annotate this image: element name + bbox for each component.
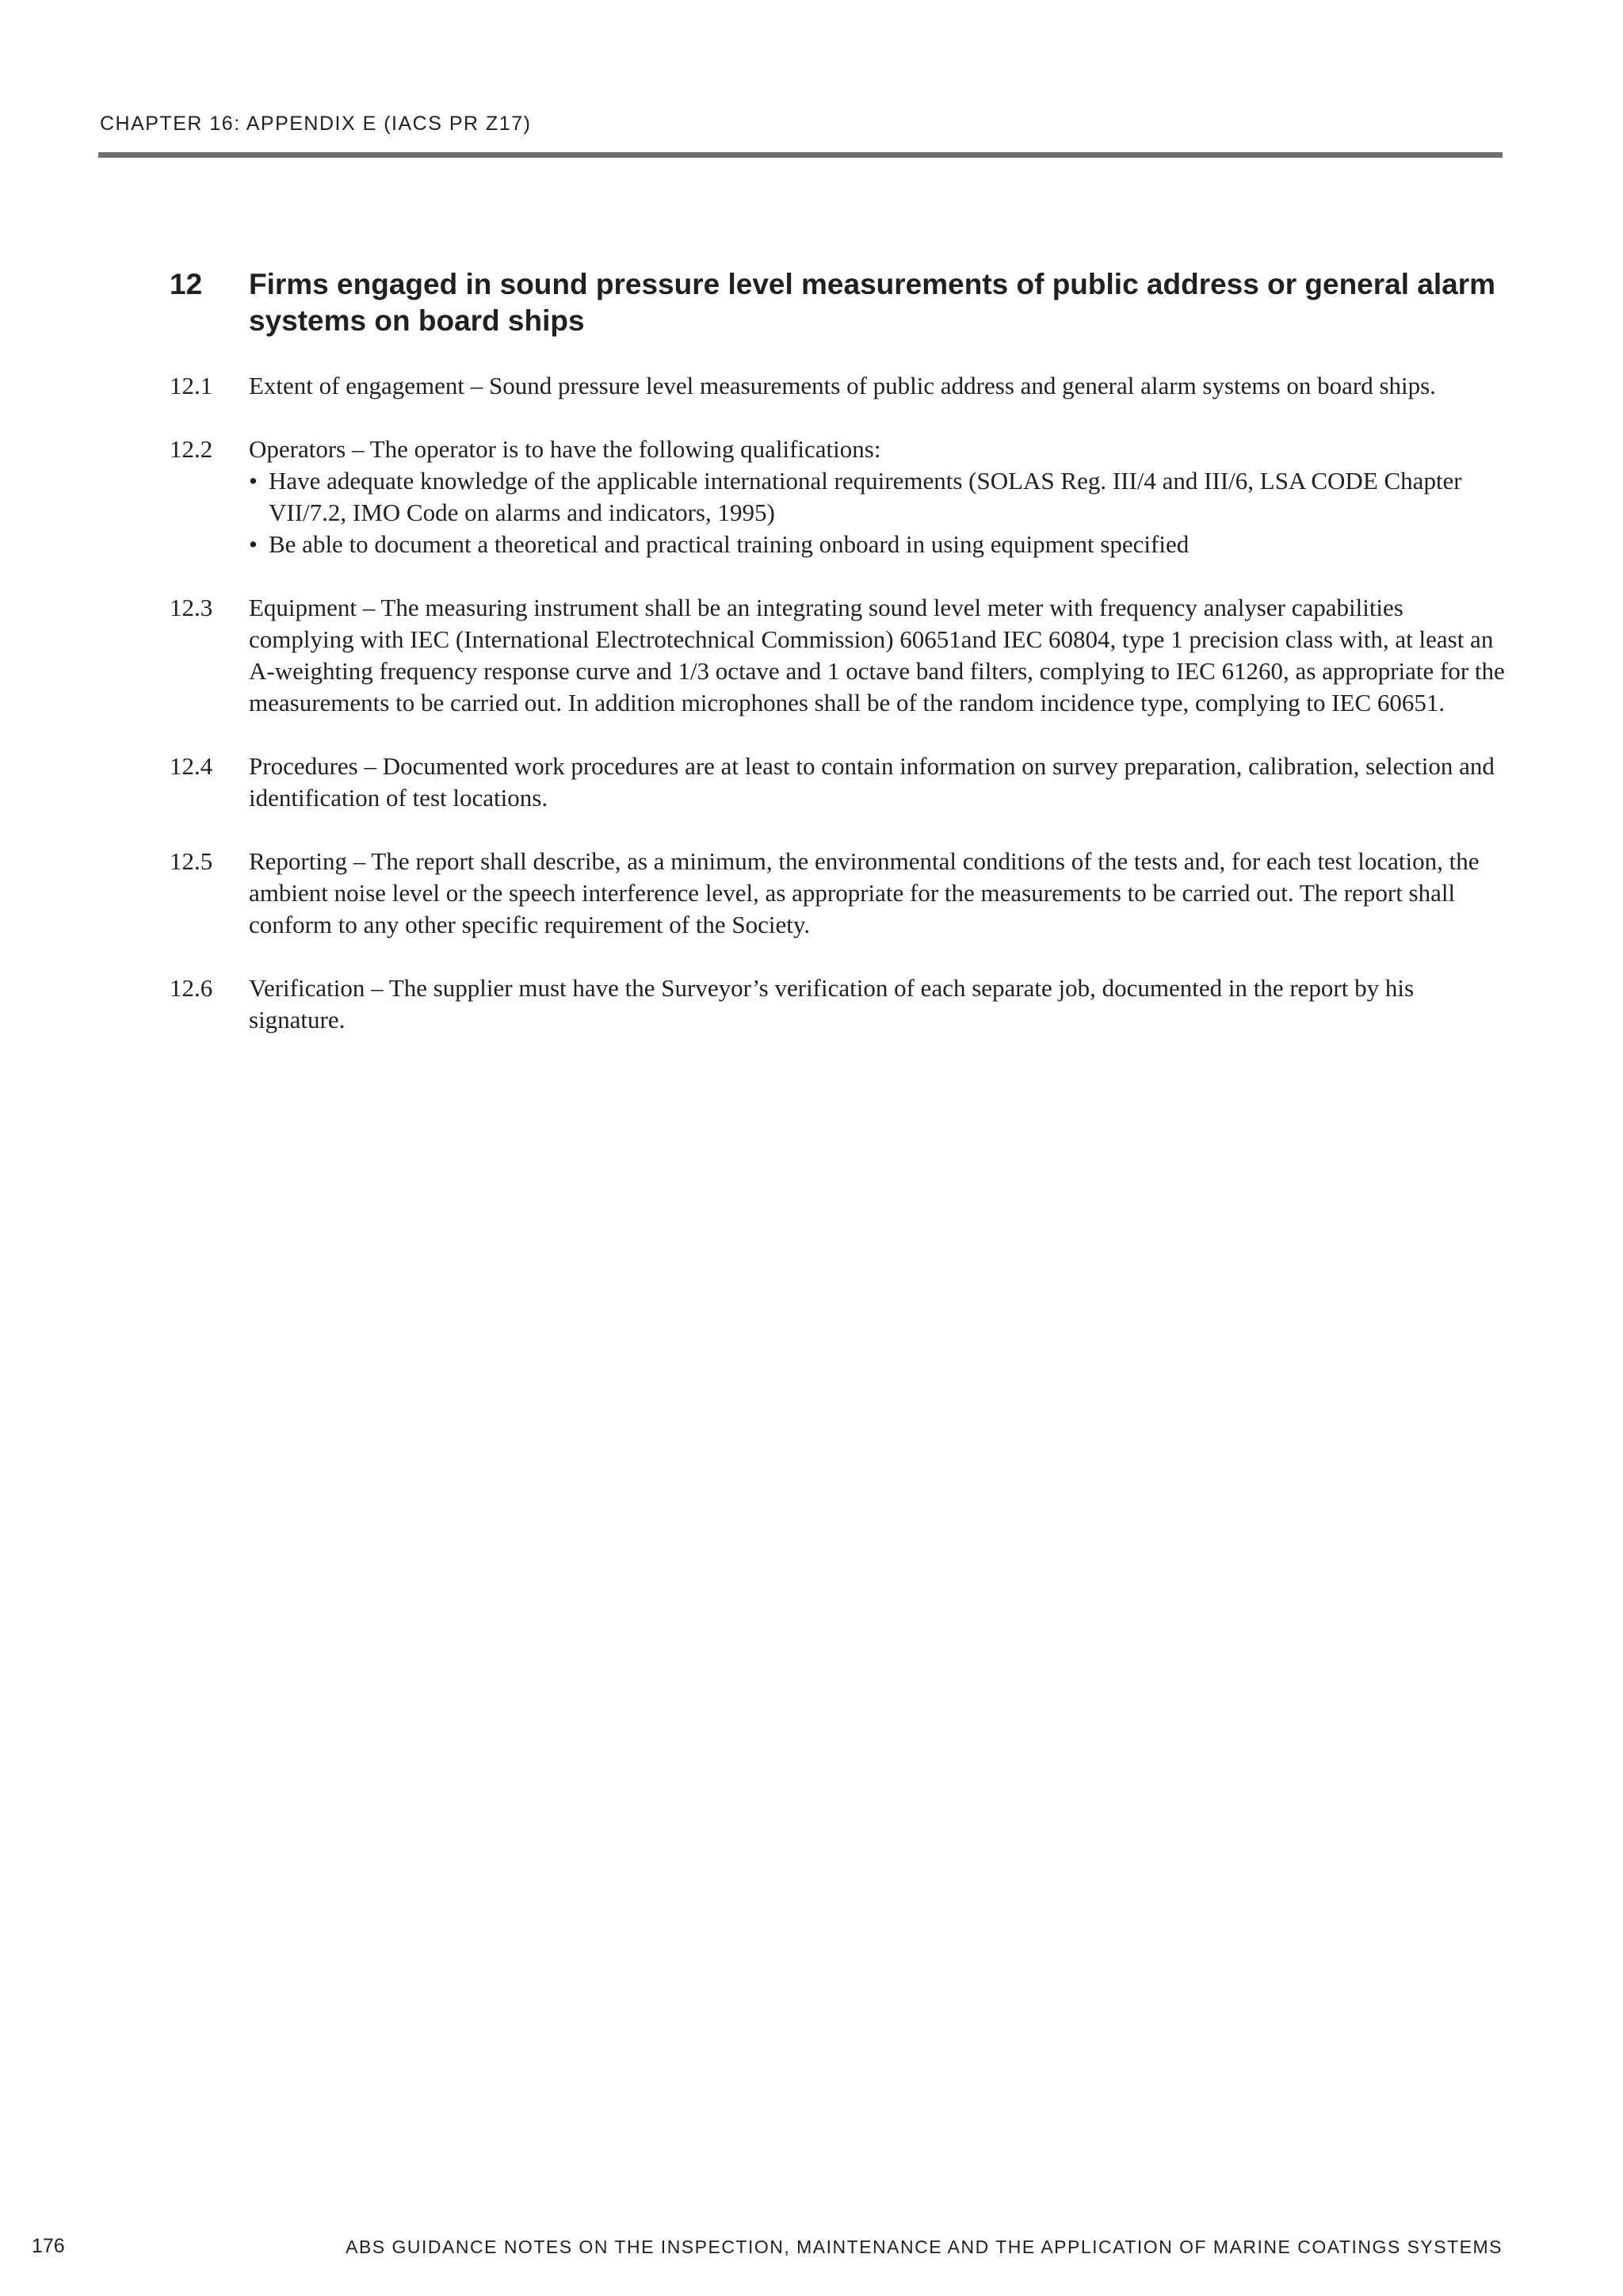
clause-12-3 xyxy=(170,592,1509,719)
clause-text: Verification – The supplier must have the Surveyor’s verification of each separate job, documented in the report by his signature. xyxy=(249,974,1415,1033)
clause-text: Operators – The operator is to have the following qualifications: xyxy=(249,435,881,463)
section-title: Firms engaged in sound pressure level measurements of public address or general alarm systems on board ships xyxy=(249,268,1496,337)
list-item-text: Have adequate knowledge of the applicable international requirements (SOLAS Reg. III/4 and III/6, LSA CODE Chapter VII/7.2, IMO Code on alarms and indicators, 1995) xyxy=(269,467,1462,526)
clause-number: 12.3 xyxy=(170,594,213,621)
clause-12-2 xyxy=(170,434,1509,560)
clause-12-1 xyxy=(170,370,1509,402)
clause-number: 12.4 xyxy=(170,752,213,780)
publication-title: ABS GUIDANCE NOTES ON THE INSPECTION, MAINTENANCE AND THE APPLICATION OF MARINE COATINGS SYSTEMS xyxy=(346,2237,1503,2257)
clause-list xyxy=(170,370,1509,1068)
clause-number: 12.5 xyxy=(170,847,213,875)
clause-number: 12.2 xyxy=(170,435,213,463)
clause-12-5 xyxy=(170,846,1509,941)
clause-text: Extent of engagement – Sound pressure level measurements of public address and general alarm systems on board ships. xyxy=(249,372,1436,399)
clause-number: 12.6 xyxy=(170,974,213,1002)
bullet-icon: • xyxy=(249,530,258,558)
list-item xyxy=(249,529,1509,560)
clause-12-4 xyxy=(170,751,1509,814)
section-number: 12 xyxy=(170,268,203,300)
clause-number: 12.1 xyxy=(170,372,213,399)
list-item xyxy=(249,465,1509,529)
bullet-icon: • xyxy=(249,467,258,495)
clause-text: Equipment – The measuring instrument shall be an integrating sound level meter with frequency analyser capabilities complying with IEC (International Electrotechnical Commission) 60651and IEC 60804, type 1 precision class with, at least an A-weighting frequency response curve and 1/3 octave and 1 octave band filters, complying to IEC 61260, as appropriate for the measurements to be carried out. In addition microphones shall be of the random incidence type, complying to IEC 60651. xyxy=(249,594,1505,716)
clause-text: Reporting – The report shall describe, as a minimum, the environmental conditions of the tests and, for each test location, the ambient noise level or the speech interference level, as appropriate for the measurements to be carried out. The report shall conform to any other specific requirement of the Society. xyxy=(249,847,1480,938)
header-rule xyxy=(98,152,1503,158)
clause-text: Procedures – Documented work procedures are at least to contain information on survey preparation, calibration, selection and identification of test locations. xyxy=(249,752,1495,812)
section-heading xyxy=(170,266,1509,339)
running-head: CHAPTER 16: APPENDIX E (IACS PR Z17) xyxy=(100,113,532,135)
page-number: 176 xyxy=(32,2235,65,2257)
clause-12-6 xyxy=(170,972,1509,1036)
list-item-text: Be able to document a theoretical and practical training onboard in using equipment specified xyxy=(269,530,1190,558)
qualification-list xyxy=(249,465,1509,560)
